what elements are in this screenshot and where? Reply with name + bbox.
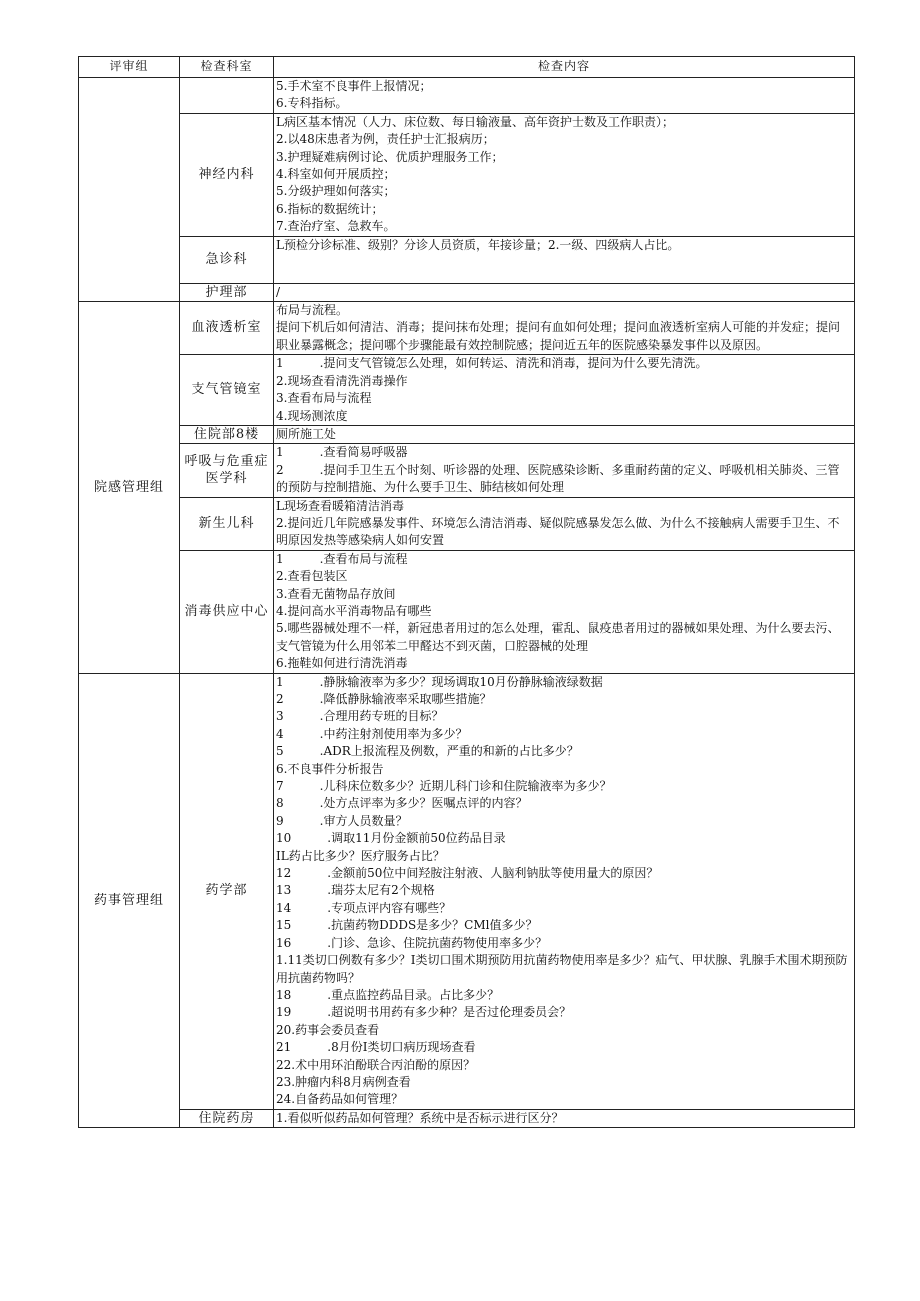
content-line: 2.提问近几年院感暴发事件、环境怎么清洁消毒、疑似院感暴发怎么做、为什么不接触病人需要手卫生、不明原因发热等感染病人如何安置 (276, 515, 840, 548)
content-line: 15 .抗菌药物DDDS是多少？CMl值多少？ (276, 918, 538, 933)
content-cell (274, 113, 855, 236)
dept-cell (180, 78, 274, 114)
content-line: 9 .审方人员数量？ (276, 813, 408, 828)
table-row (79, 355, 855, 426)
content-line: 2 .提问手卫生五个时刻、听诊器的处理、医院感染诊断、多重耐药菌的定义、呼吸机相关肺炎、三管的预防与控制措施、为什么要手卫生、肺结核如何处理 (276, 462, 840, 495)
group-cell: 药事管理组 (79, 673, 180, 1128)
content-line: 14 .专项点评内容有哪些？ (276, 900, 452, 915)
content-line: 3 .合理用药专班的目标？ (276, 709, 444, 724)
content-line: 24.自备药品如何管理？ (276, 1092, 404, 1107)
content-line: 16 .门诊、急诊、住院抗菌药物使用率多少？ (276, 935, 548, 950)
content-line: 3.护理疑难病例讨论、优质护理服务工作； (276, 149, 504, 164)
content-line: 1 .提问支气管镜怎么处理，如何转运、清洗和消毒，提问为什么要先清洗。 (276, 356, 708, 371)
content-line: 18 .重点监控药品目录。占比多少？ (276, 987, 500, 1002)
table-row (79, 113, 855, 236)
content-line: 6.拖鞋如何进行清洗消毒 (276, 656, 408, 671)
dept-cell: 神经内科 (180, 113, 274, 236)
content-line: 13 .瑞芬太尼有2个规格 (276, 883, 435, 898)
dept-cell: 呼吸与危重症医学科 (180, 444, 274, 497)
dept-cell: 支气管镜室 (180, 355, 274, 426)
content-line: 5 .ADR上报流程及例数，严重的和新的占比多少？ (276, 744, 579, 759)
table-row (79, 497, 855, 550)
content-cell (274, 355, 855, 426)
dept-cell: 新生儿科 (180, 497, 274, 550)
content-line: 5.手术室不良事件上报情况； (276, 79, 432, 93)
dept-cell: 血液透析室 (180, 302, 274, 355)
content-line: 提问下机后如何清洁、消毒；提问抹布处理；提问有血如何处理；提问血液透析室病人可能的并发症；提问职业暴露概念；提问哪个步骤能最有效控制院感；提问近五年的医院感染暴发事件以及原因。 (276, 320, 841, 352)
table-row (79, 1109, 855, 1127)
content-line: 1.看似听似药品如何管理？系统中是否标示进行区分？ (276, 1110, 564, 1125)
content-line: 7.查治疗室、急救车。 (276, 219, 396, 234)
content-line: 21 .8月份I类切口病历现场查看 (276, 1040, 476, 1055)
content-line: 布局与流程。 (276, 303, 349, 318)
content-line: 6.专科指标。 (276, 96, 348, 111)
content-line: L预检分诊标准、级别？分诊人员资质，年接诊量；2.一级、四级病人占比。 (276, 237, 680, 252)
table-row (79, 283, 855, 301)
table-row (79, 78, 855, 114)
content-cell (274, 497, 855, 550)
table-row (79, 425, 855, 443)
content-line: 23.肿瘤内科8月病例查看 (276, 1074, 411, 1089)
content-line: 5.分级护理如何落实； (276, 184, 396, 199)
table-row (79, 236, 855, 283)
content-line: 10 .调取11月份金额前50位药品目录 (276, 831, 506, 846)
content-cell (274, 302, 855, 355)
content-line: 厕所施工处 (276, 426, 337, 441)
dept-cell: 急诊科 (180, 236, 274, 283)
content-line: 2.以48床患者为例，责任护士汇报病历； (276, 132, 495, 147)
header-content: 检查内容 (274, 57, 855, 78)
content-cell (274, 236, 855, 283)
content-line: 6.指标的数据统计； (276, 201, 384, 216)
content-line: 4.提问高水平消毒物品有哪些 (276, 603, 432, 618)
header-group: 评审组 (79, 57, 180, 78)
content-cell (274, 425, 855, 443)
content-line: 12 .金额前50位中间羟胺注射液、人脑利钠肽等使用量大的原因？ (276, 866, 659, 881)
content-line: 4.现场测浓度 (276, 408, 348, 423)
content-cell (274, 1109, 855, 1127)
content-line: 4.科室如何开展质控； (276, 167, 396, 182)
dept-cell: 药学部 (180, 673, 274, 1109)
header-row (79, 57, 855, 78)
content-line: 1 .静脉输液率为多少？现场调取10月份静脉输液绿数据 (276, 674, 603, 689)
content-line: 3.查看布局与流程 (276, 391, 372, 406)
content-line: 2 .降低静脉输液率采取哪些措施？ (276, 692, 492, 706)
content-line: 6.不良事件分析报告 (276, 761, 384, 776)
content-line: 3.查看无菌物品存放间 (276, 586, 396, 601)
content-line: 2.查看包装区 (276, 569, 348, 584)
content-line: 2.现场查看清洗消毒操作 (276, 373, 408, 388)
table-row (79, 444, 855, 497)
table-row (79, 673, 855, 1109)
content-line: 4 .中药注射剂使用率为多少？ (276, 726, 468, 741)
content-cell (274, 550, 855, 673)
content-line: 8 .处方点评率为多少？医嘱点评的内容？ (276, 796, 528, 811)
table-row (79, 302, 855, 355)
content-line: / (276, 284, 281, 299)
content-line: 1 .查看简易呼吸器 (276, 445, 408, 460)
content-line: IL药占比多少？医疗服务占比？ (276, 848, 445, 863)
table-row (79, 550, 855, 673)
dept-cell: 住院药房 (180, 1109, 274, 1127)
inspection-table (78, 56, 855, 1128)
content-line: 7 .儿科床位数多少？近期儿科门诊和住院输液率为多少？ (276, 779, 612, 794)
group-cell (79, 78, 180, 302)
content-line: 1 .查看布局与流程 (276, 551, 408, 566)
content-line: 20.药事会委员查看 (276, 1022, 380, 1037)
group-cell: 院感管理组 (79, 302, 180, 674)
dept-cell: 住院部8楼 (180, 425, 274, 443)
content-line: L病区基本情况（人力、床位数、每日输液量、高年资护士数及工作职责）； (276, 114, 674, 129)
content-cell (274, 673, 855, 1109)
dept-cell: 护理部 (180, 283, 274, 301)
content-line: 19 .超说明书用药有多少种？是否过伦理委员会？ (276, 1005, 572, 1020)
content-line: 5.哪些器械处理不一样，新冠患者用过的怎么处理，霍乱、鼠疫患者用过的器械如果处理、为什么要去污、支气管镜为什么用邻苯二甲醛达不到灭菌，口腔器械的处理 (276, 621, 840, 653)
header-dept: 检查科室 (180, 57, 274, 78)
content-line: 22.术中用环泊酚联合丙泊酚的原因？ (276, 1057, 476, 1072)
content-line: 1.11类切口例数有多少？I类切口围术期预防用抗菌药物使用率是多少？疝气、甲状腺、乳腺手术围术期预防用抗菌药物吗？ (276, 953, 848, 985)
content-line: L现场查看暖箱清洁消毒 (276, 498, 404, 513)
content-cell (274, 78, 855, 114)
dept-cell: 消毒供应中心 (180, 550, 274, 673)
content-cell (274, 444, 855, 497)
content-cell (274, 283, 855, 301)
